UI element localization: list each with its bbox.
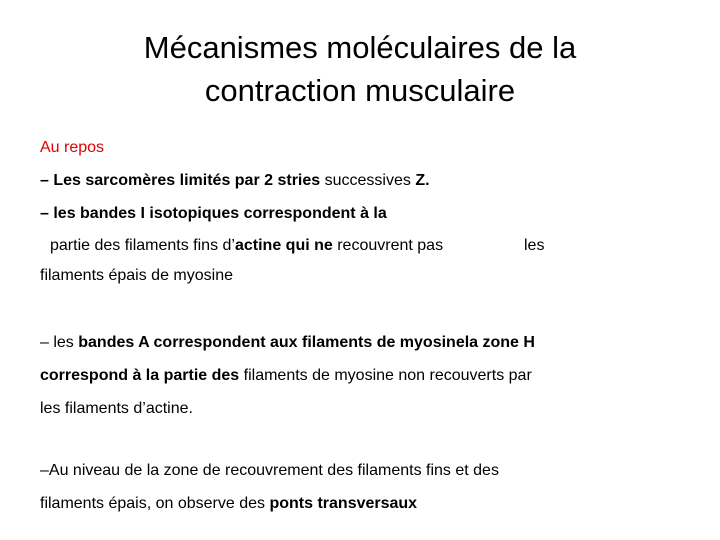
paragraph-bandes-a-line-1 [40, 334, 535, 352]
paragraph-bandes-i-line-3: filaments épais de myosine [40, 267, 233, 284]
text-bold: – Les sarcomères limités par 2 stries [40, 172, 321, 189]
text: filaments épais, on observe des [40, 495, 270, 512]
title-line-1: Mécanismes moléculaires de la [143, 30, 577, 65]
text-bold: correspond à la partie des [40, 367, 240, 384]
paragraph-bandes-i-line-2 [50, 237, 443, 255]
paragraph-sarcomeres [40, 172, 430, 190]
text: partie des filaments fins d’ [50, 237, 235, 254]
text: filaments de myosine non recouverts par [239, 367, 532, 384]
text-bold: – les bandes I isotopiques correspondent à la [40, 205, 387, 222]
paragraph-bandes-a-line-3: les filaments d’actine. [40, 400, 193, 417]
paragraph-bandes-i-line-2-end: les [524, 237, 545, 254]
paragraph-recouvrement-line-1: –Au niveau de la zone de recouvrement des filaments fins et des [40, 462, 499, 479]
text-bold: ponts transversaux [269, 495, 418, 512]
paragraph-recouvrement-line-2 [40, 495, 417, 513]
text: successives [320, 172, 416, 189]
paragraph-bandes-i-line-1 [40, 205, 387, 223]
text: – les [40, 334, 79, 351]
paragraph-bandes-a-line-2 [40, 367, 532, 385]
text-bold: actine qui ne [234, 237, 333, 254]
title-line-2: contraction musculaire [204, 73, 516, 108]
section-heading: Au repos [40, 139, 105, 156]
slide-title [0, 26, 720, 112]
text-bold: bandes A correspondent aux filaments de myosinela zone H [78, 334, 535, 351]
text-bold: Z. [415, 172, 430, 189]
text: recouvrent pas [332, 237, 444, 254]
